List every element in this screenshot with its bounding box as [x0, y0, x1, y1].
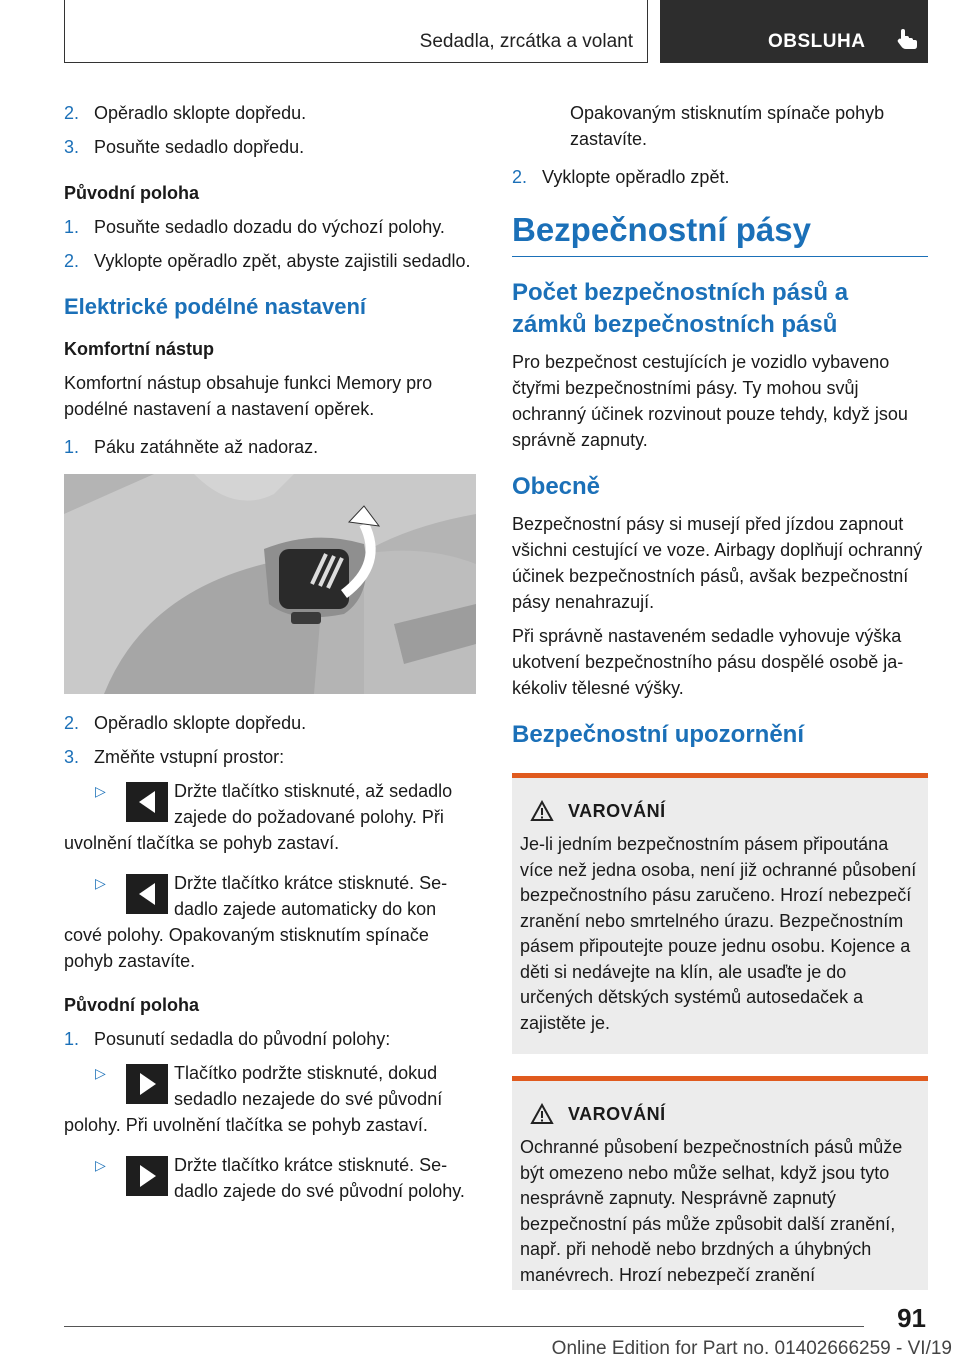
- section-heading: Počet bezpečnostních pásů a zámků bezpečnostních pásů: [512, 279, 849, 338]
- hand-pointer-icon: [896, 25, 922, 51]
- seat-back-button-icon: [126, 874, 168, 914]
- sub-step-text: Držte tlačítko stisknuté, až sedadlo zajede do požadované polohy. Při: [174, 781, 453, 827]
- list-number: 1.: [64, 437, 80, 457]
- triangle-bullet-icon: ▷: [95, 875, 106, 891]
- list-item: [64, 710, 476, 736]
- sub-step-text: Držte tlačítko krátce stisknuté. Sedadlo zajede automaticky do kon: [174, 873, 448, 919]
- sub-step: [64, 1152, 476, 1206]
- paragraph: Bezpečnostní pásy si musejí před jízdou zapnout všichni cestující ve voze. Airbagy doplňují ochranný účinek bezpečnostních pásů, avšak bezpečnostní pásy nenahrazují.: [512, 514, 923, 612]
- sub-step-text: Držte tlačítko krátce stisknuté. Sedadlo zajede do své původní polohy.: [174, 1155, 465, 1201]
- paragraph: Při správně nastaveném sedadle vyhovuje výška ukotvení bezpečnostního pásu dospělé osobě jakékoliv tělesné výšky.: [512, 626, 904, 698]
- paragraph: Komfortní nástup obsahuje funkci Memory pro podélné nastavení a nastavení opěrek.: [64, 373, 433, 419]
- list-number: 1.: [64, 1029, 80, 1049]
- list-item: [64, 434, 476, 460]
- warning-triangle-icon: [530, 800, 554, 822]
- right-column: [512, 100, 928, 1310]
- list-text: Opěradlo sklopte dopředu.: [94, 713, 307, 733]
- subheading: Komfortní nástup: [64, 339, 214, 359]
- seat-lever-photo: [64, 474, 476, 694]
- sub-step-text-cont: cové polohy. Opakovaným stisknutím spínače pohyb zastavíte.: [64, 925, 429, 971]
- list-number: 2.: [64, 103, 80, 123]
- chapter-tab: [660, 0, 928, 63]
- list-item: [64, 134, 476, 160]
- seat-forward-button-icon: [126, 1156, 168, 1196]
- triangle-bullet-icon: ▷: [95, 783, 106, 799]
- page-number: 91: [897, 1303, 926, 1333]
- warning-text: Je-li jedním bezpečnostním pásem připoutána více než jedna osoba, není již ochranné působení bezpečnostního pásu zaručeno. Hrozí nebezpečí zranění nebo smrtelného úrazu. Bezpečnostním pásem připoutejte pouze jednu osobu. Kojence a děti si nedávejte na klín, ale usaďte je do určených dětských systémů autosedaček a zajistěte je.: [520, 834, 917, 1033]
- triangle-bullet-icon: ▷: [95, 1065, 106, 1081]
- list-number: 3.: [64, 137, 80, 157]
- list-item: [512, 164, 928, 190]
- list-number: 2.: [512, 167, 528, 187]
- warning-label: VAROVÁNÍ: [568, 1104, 666, 1124]
- warning-title: [520, 1101, 920, 1127]
- triangle-bullet-icon: ▷: [95, 1157, 106, 1173]
- paragraph: Pro bezpečnost cestujících je vozidlo vybaveno čtyřmi bezpečnostními pásy. Ty mohou svůj ochranný účinek rozvinout pouze tehdy, když jsou správně zapnuty.: [512, 352, 908, 450]
- list-text: Změňte vstupní prostor:: [94, 747, 285, 767]
- warning-box: [512, 773, 928, 1054]
- list-item: [64, 214, 476, 240]
- list-text: Posuňte sedadlo dozadu do výchozí polohy.: [94, 217, 445, 237]
- section-heading: Bezpečnostní upozornění: [512, 721, 805, 748]
- chapter-tab-label: OBSLUHA: [768, 31, 866, 52]
- sub-step: [64, 778, 476, 856]
- list-text: Vyklopte opěradlo zpět.: [542, 167, 730, 187]
- sub-step: [64, 870, 476, 974]
- list-number: 3.: [64, 747, 80, 767]
- list-text: Posunutí sedadla do původní polohy:: [94, 1029, 391, 1049]
- section-title: Sedadla, zrcátka a volant: [419, 31, 633, 52]
- sub-step: [64, 1060, 476, 1138]
- list-text: Páku zatáhněte až nadoraz.: [94, 437, 319, 457]
- subheading: Původní poloha: [64, 183, 199, 203]
- list-text: Vyklopte opěradlo zpět, abyste zajistili sedadlo.: [94, 251, 471, 271]
- section-title-box: [64, 0, 648, 63]
- paragraph: Opakovaným stisknutím spínače pohyb zastavíte.: [570, 103, 885, 149]
- seat-forward-button-icon: [126, 1064, 168, 1104]
- sub-step-text-cont: polohy. Při uvolnění tlačítka se pohyb zastaví.: [64, 1115, 428, 1135]
- list-item: [64, 100, 476, 126]
- list-item: [64, 744, 476, 770]
- chapter-heading: Bezpečnostní pásy: [512, 210, 928, 257]
- warning-text: Ochranné působení bezpečnostních pásů může být omezeno nebo může selhat, když jsou tyto nesprávně zapnuty. Nesprávně zapnutý bezpečnostní pás může způsobit další zranění, např. při nehodě nebo brzdných a úhybných manévrech. Hrozí nebezpečí zranění: [520, 1137, 903, 1285]
- section-heading: Elektrické podélné nastavení: [64, 294, 367, 319]
- warning-triangle-icon: [530, 1103, 554, 1125]
- warning-label: VAROVÁNÍ: [568, 801, 666, 821]
- edition-note: Online Edition for Part no. 01402666259 - VI/19: [551, 1338, 952, 1359]
- seat-back-button-icon: [126, 782, 168, 822]
- warning-box: [512, 1076, 928, 1290]
- list-item: [64, 1026, 476, 1052]
- left-column: [64, 100, 476, 1220]
- footer-rule: [64, 1326, 864, 1327]
- list-item: [64, 248, 476, 274]
- list-number: 1.: [64, 217, 80, 237]
- sub-step-text-cont: uvolnění tlačítka se pohyb zastaví.: [64, 833, 340, 853]
- sub-step-text: Tlačítko podržte stisknuté, dokud sedadlo nezajede do své původní: [174, 1063, 443, 1109]
- warning-title: [520, 798, 920, 824]
- seat-lever-illustration: [64, 474, 476, 694]
- list-number: 2.: [64, 251, 80, 271]
- page-header: [64, 0, 928, 65]
- list-number: 2.: [64, 713, 80, 733]
- subheading: Původní poloha: [64, 995, 199, 1015]
- list-text: Opěradlo sklopte dopředu.: [94, 103, 307, 123]
- list-text: Posuňte sedadlo dopředu.: [94, 137, 305, 157]
- section-heading: Obecně: [512, 473, 601, 500]
